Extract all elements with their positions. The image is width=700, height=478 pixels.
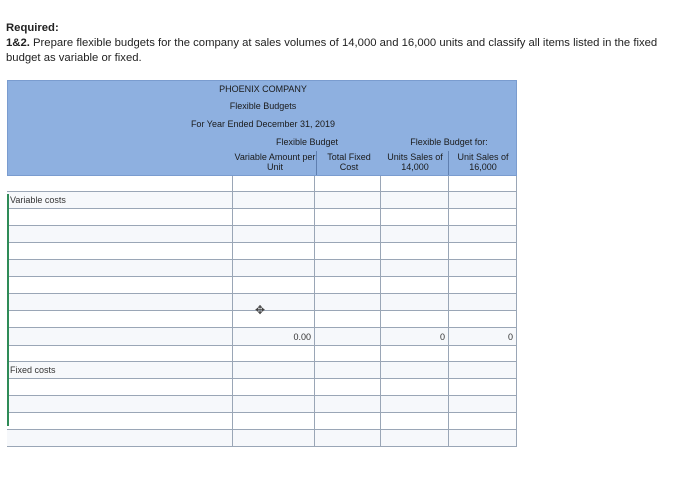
total-fixed-cell[interactable]: [315, 413, 381, 429]
item-cell[interactable]: [7, 260, 233, 276]
requirement-description: Prepare flexible budgets for the company at sales volumes of 14,000 and 16,000 units and classify all items listed in the fixed budget as variable or fixed.: [6, 37, 658, 64]
table-row: [7, 243, 517, 260]
total-fixed-cell[interactable]: [315, 311, 381, 327]
item-input[interactable]: [7, 396, 232, 412]
table-row: [7, 430, 517, 447]
sales-16000-input[interactable]: [449, 430, 516, 446]
col-sales-14000: Units Sales of 14,000: [387, 152, 443, 172]
table-row: [7, 362, 517, 379]
item-cell[interactable]: [7, 277, 233, 293]
sales-14000-cell[interactable]: [381, 294, 449, 310]
variable-amount-input[interactable]: [233, 413, 314, 429]
table-row: [7, 346, 517, 362]
item-input[interactable]: [7, 430, 232, 446]
sales-16000-cell[interactable]: [449, 430, 517, 446]
section-bracket: [7, 194, 9, 426]
total-fixed-input[interactable]: [315, 294, 380, 310]
sales-16000-cell[interactable]: [449, 226, 517, 242]
company-name: PHOENIX COMPANY: [219, 84, 307, 94]
variable-amount-cell[interactable]: [233, 260, 315, 276]
total-fixed-cell[interactable]: [315, 430, 381, 446]
item-cell: [7, 362, 233, 378]
variable-amount-cell[interactable]: [233, 209, 315, 225]
sales-16000-input[interactable]: [449, 396, 516, 412]
variable-amount-input[interactable]: [233, 379, 314, 395]
item-input[interactable]: [7, 379, 232, 395]
sales-16000-cell: [449, 362, 517, 378]
sales-14000-input[interactable]: [381, 243, 448, 259]
sales-14000-cell[interactable]: [381, 430, 449, 446]
variable-costs-label: Variable costs: [10, 195, 66, 205]
total-fixed-input[interactable]: [315, 209, 380, 225]
variable-amount-input[interactable]: [233, 226, 314, 242]
total-fixed-input[interactable]: [315, 430, 380, 446]
table-row: [7, 413, 517, 430]
variable-amount-input[interactable]: [233, 209, 314, 225]
sales-16000-cell: [449, 346, 517, 361]
sales-16000-cell[interactable]: [449, 311, 517, 327]
variable-amount-cell[interactable]: [233, 243, 315, 259]
sales-14000-cell[interactable]: [381, 379, 449, 395]
requirement-text: [6, 36, 694, 66]
sales-14000-input[interactable]: [381, 277, 448, 293]
item-input[interactable]: [7, 277, 232, 293]
flexible-budget-for-header: Flexible Budget for:: [410, 137, 488, 147]
report-title: Flexible Budgets: [229, 101, 297, 111]
item-cell[interactable]: [7, 311, 233, 327]
sales-16000-input[interactable]: [449, 413, 516, 429]
item-cell[interactable]: [7, 379, 233, 395]
sales-14000-cell[interactable]: [381, 226, 449, 242]
table-row: [7, 192, 517, 209]
total-fixed-cell: [315, 346, 381, 361]
variable-amount-input[interactable]: [233, 311, 314, 327]
total-fixed-cell[interactable]: [315, 277, 381, 293]
sales-16000-cell[interactable]: [449, 277, 517, 293]
item-cell: [7, 346, 233, 361]
variable-amount-cell: [233, 362, 315, 378]
total-fixed-input[interactable]: [315, 328, 380, 345]
sales-14000-cell[interactable]: [381, 209, 449, 225]
total-fixed-cell[interactable]: [315, 328, 381, 345]
total-fixed-input[interactable]: [315, 277, 380, 293]
total-fixed-cell: [315, 192, 381, 208]
table-row: [7, 260, 517, 277]
sales-16000-cell[interactable]: [449, 260, 517, 276]
move-cursor-icon: ✥: [255, 303, 266, 317]
item-cell: [7, 176, 233, 191]
report-period: For Year Ended December 31, 2019: [190, 119, 336, 129]
total-fixed-input[interactable]: [315, 226, 380, 242]
variable-amount-cell[interactable]: [233, 328, 315, 345]
sales-16000-input[interactable]: [449, 243, 516, 259]
sales-14000-input[interactable]: [381, 413, 448, 429]
total-fixed-input[interactable]: [315, 260, 380, 276]
item-input[interactable]: [7, 413, 232, 429]
variable-amount-input[interactable]: [233, 243, 314, 259]
variable-amount-input[interactable]: [233, 277, 314, 293]
sales-14000-cell: [381, 362, 449, 378]
item-input[interactable]: [7, 260, 232, 276]
sales-16000-cell: [449, 176, 517, 191]
col-variable-amount: Variable Amount per Unit: [234, 152, 316, 172]
total-fixed-input[interactable]: [315, 379, 380, 395]
table-row: [7, 176, 517, 192]
item-input[interactable]: [7, 243, 232, 259]
flexible-budget-table: [7, 80, 517, 460]
sales-16000-input[interactable]: [449, 226, 516, 242]
requirement-number: 1&2.: [6, 37, 30, 49]
total-fixed-cell[interactable]: [315, 226, 381, 242]
item-input[interactable]: [7, 294, 232, 310]
header-divider: [316, 151, 317, 175]
sales-14000-cell: [381, 346, 449, 361]
sales-14000-cell[interactable]: [381, 413, 449, 429]
item-input[interactable]: [7, 328, 232, 345]
sales-14000-input[interactable]: [381, 430, 448, 446]
variable-amount-input[interactable]: [233, 396, 314, 412]
sales-16000-input[interactable]: [449, 311, 516, 327]
total-fixed-cell: [315, 176, 381, 191]
total-fixed-cell[interactable]: [315, 260, 381, 276]
sales-16000-cell[interactable]: [449, 294, 517, 310]
flexible-budget-header: Flexible Budget: [275, 137, 339, 147]
item-cell[interactable]: [7, 294, 233, 310]
sales-16000-cell[interactable]: [449, 379, 517, 395]
instructions: [6, 21, 694, 66]
total-fixed-cell[interactable]: [315, 294, 381, 310]
sales-14000-cell[interactable]: [381, 277, 449, 293]
sales-14000-cell[interactable]: [381, 311, 449, 327]
sales-14000-input[interactable]: [381, 226, 448, 242]
item-input[interactable]: [7, 226, 232, 242]
col-sales-16000: Unit Sales of 16,000: [457, 152, 509, 172]
sales-14000-input[interactable]: [381, 396, 448, 412]
variable-amount-cell[interactable]: [233, 396, 315, 412]
sales-16000-input[interactable]: [449, 260, 516, 276]
item-cell[interactable]: [7, 430, 233, 446]
total-fixed-cell[interactable]: [315, 209, 381, 225]
variable-amount-input[interactable]: [233, 328, 314, 345]
sales-14000-cell: [381, 192, 449, 208]
variable-amount-cell[interactable]: [233, 226, 315, 242]
variable-amount-cell[interactable]: [233, 413, 315, 429]
variable-amount-cell[interactable]: [233, 379, 315, 395]
item-cell[interactable]: [7, 328, 233, 345]
variable-amount-cell: [233, 346, 315, 361]
sales-14000-input[interactable]: [381, 328, 448, 345]
item-input[interactable]: [7, 209, 232, 225]
sales-14000-cell[interactable]: [381, 328, 449, 345]
item-cell[interactable]: [7, 226, 233, 242]
variable-amount-cell: [233, 176, 315, 191]
item-input[interactable]: [7, 311, 232, 327]
sales-16000-cell[interactable]: [449, 209, 517, 225]
total-fixed-input[interactable]: [315, 243, 380, 259]
sales-14000-cell[interactable]: [381, 243, 449, 259]
sales-14000-input[interactable]: [381, 379, 448, 395]
sales-16000-input[interactable]: [449, 277, 516, 293]
variable-amount-input[interactable]: [233, 430, 314, 446]
table-header: [7, 80, 517, 176]
item-cell[interactable]: [7, 243, 233, 259]
total-fixed-cell: [315, 362, 381, 378]
sales-16000-input[interactable]: [449, 379, 516, 395]
table-row: [7, 209, 517, 226]
total-fixed-input[interactable]: [315, 311, 380, 327]
sales-14000-input[interactable]: [381, 260, 448, 276]
variable-amount-cell[interactable]: [233, 277, 315, 293]
total-fixed-input[interactable]: [315, 413, 380, 429]
item-cell[interactable]: [7, 396, 233, 412]
total-row: [7, 328, 517, 346]
total-fixed-cell[interactable]: [315, 243, 381, 259]
sales-16000-cell[interactable]: [449, 243, 517, 259]
variable-amount-input[interactable]: [233, 260, 314, 276]
sales-16000-cell[interactable]: [449, 328, 517, 345]
table-row: [7, 396, 517, 413]
sales-16000-cell: [449, 192, 517, 208]
variable-amount-cell[interactable]: [233, 311, 315, 327]
sales-16000-input[interactable]: [449, 294, 516, 310]
col-total-fixed: Total Fixed Cost: [327, 152, 371, 172]
total-fixed-input[interactable]: [315, 396, 380, 412]
fixed-costs-label: Fixed costs: [10, 365, 56, 375]
header-divider: [448, 151, 449, 175]
sales-14000-input[interactable]: [381, 311, 448, 327]
item-cell[interactable]: [7, 413, 233, 429]
variable-amount-input[interactable]: [233, 294, 314, 310]
sales-16000-cell[interactable]: [449, 413, 517, 429]
table-row: [7, 379, 517, 396]
table-row: [7, 277, 517, 294]
total-fixed-cell[interactable]: [315, 379, 381, 395]
sales-14000-cell[interactable]: [381, 396, 449, 412]
sales-14000-cell: [381, 176, 449, 191]
sales-16000-input[interactable]: [449, 209, 516, 225]
sales-14000-input[interactable]: [381, 209, 448, 225]
table-row: [7, 226, 517, 243]
variable-amount-cell[interactable]: [233, 294, 315, 310]
sales-16000-input[interactable]: [449, 328, 516, 345]
item-cell[interactable]: [7, 209, 233, 225]
sales-14000-input[interactable]: [381, 294, 448, 310]
variable-amount-cell: [233, 192, 315, 208]
variable-amount-cell[interactable]: [233, 430, 315, 446]
total-fixed-cell[interactable]: [315, 396, 381, 412]
item-cell: [7, 192, 233, 208]
sales-16000-cell[interactable]: [449, 396, 517, 412]
sales-14000-cell[interactable]: [381, 260, 449, 276]
required-heading: Required:: [6, 22, 59, 34]
